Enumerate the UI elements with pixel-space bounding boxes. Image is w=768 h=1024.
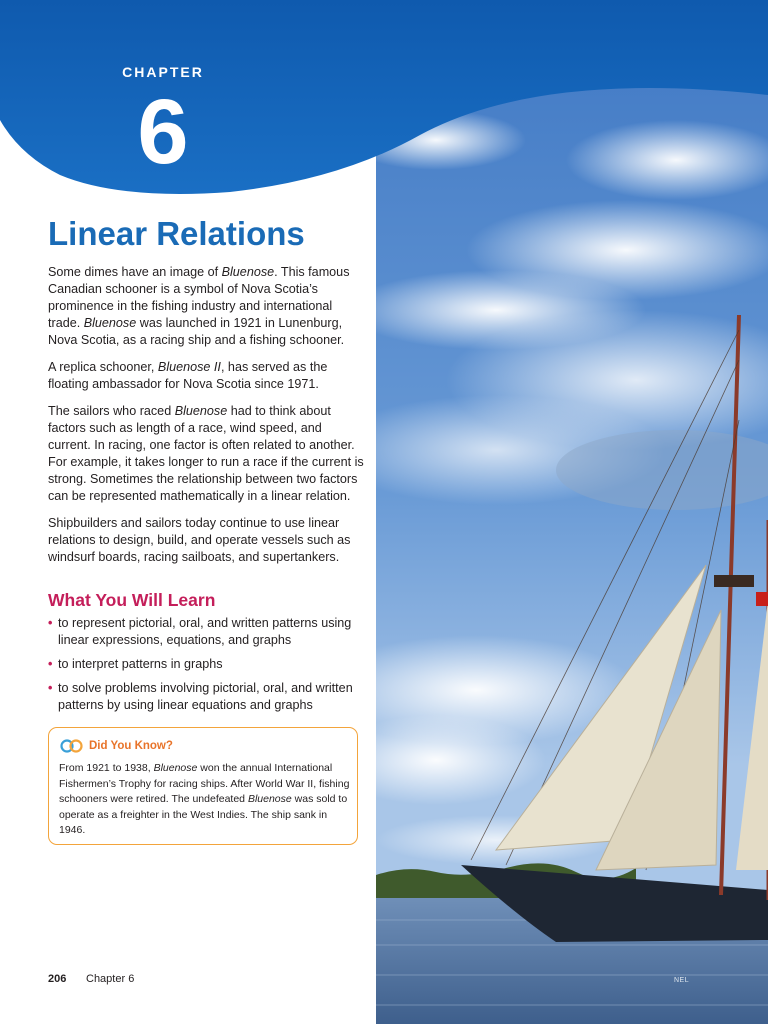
- chapter-label: CHAPTER: [122, 64, 204, 80]
- did-you-know-header: [59, 738, 173, 754]
- footer-chapter: Chapter 6: [86, 973, 135, 985]
- chapter-number: 6: [137, 81, 189, 183]
- learn-list: [48, 615, 368, 721]
- intro-paragraph-4: Shipbuilders and sailors today continue to use linear relations to design, build, and operate vessels such as windsurf boards, racing sailboats, and supertankers.: [48, 516, 351, 564]
- intro-paragraph-3: The sailors who raced Bluenose had to think about factors such as length of a race, wind speed, and current. In racing, one factor is often related to another. For example, it takes longer to run a race if the current is strong. Sometimes the relationship between two factors can be represented mathematically in a linear relation.: [48, 404, 364, 503]
- publisher-mark: NEL: [674, 977, 690, 984]
- bullet-icon: •: [48, 657, 53, 671]
- did-you-know-text: From 1921 to 1938, Bluenose won the annual International Fishermen’s Trophy for racing ships. After World War II, fishing schooners were retired. The undefeated Bluenose was sold to operate as a freighter in the West Indies. The ship sank in 1946.: [59, 762, 350, 836]
- list-item: • to interpret patterns in graphs: [48, 657, 223, 671]
- did-you-know-title: Did You Know?: [89, 740, 173, 752]
- linked-rings-icon: [59, 739, 85, 753]
- intro-text: [48, 264, 366, 576]
- page-title: Linear Relations: [48, 215, 305, 252]
- did-you-know-box: [48, 727, 358, 845]
- list-item: • to solve problems involving pictorial, oral, and written patterns by using linear equations and graphs: [48, 681, 353, 712]
- intro-paragraph-2: A replica schooner, Bluenose II, has served as the floating ambassador for Nova Scotia since 1971.: [48, 360, 328, 391]
- bullet-icon: •: [48, 616, 53, 630]
- list-item: • to represent pictorial, oral, and written patterns using linear expressions, equations, and graphs: [48, 616, 352, 647]
- intro-paragraph-1: Some dimes have an image of Bluenose. This famous Canadian schooner is a symbol of Nova Scotia’s prominence in the fishing industry and international trade. Bluenose was launched in 1921 in Lunenburg, Nova Scotia, as a racing ship and a fishing schooner.: [48, 265, 350, 347]
- learn-heading: What You Will Learn: [48, 590, 216, 610]
- bullet-icon: •: [48, 681, 53, 695]
- page-number: 206: [48, 973, 67, 985]
